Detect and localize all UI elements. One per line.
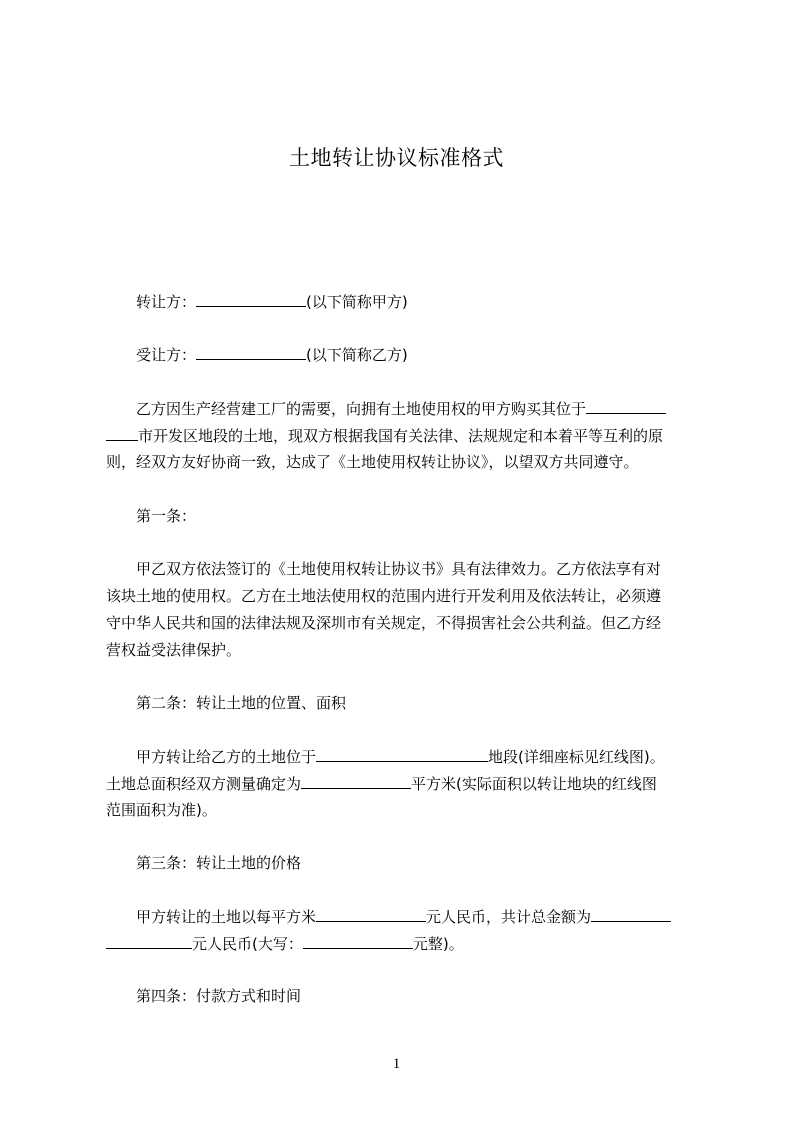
intro-line-2	[106, 425, 702, 446]
article-2-line-1	[136, 746, 732, 767]
transferor-line	[136, 291, 732, 312]
intro-line-3: 则，经双方友好协商一致，达成了《土地使用权转让协议》，以望双方共同遵守。	[106, 453, 639, 471]
article-3-text: 元人民币(大写：	[192, 935, 303, 953]
article-2-line-2	[106, 773, 702, 794]
transferee-blank	[196, 344, 306, 360]
transferee-line	[136, 344, 732, 365]
article-3-line-1	[136, 906, 732, 927]
unit-price-blank	[316, 906, 426, 922]
total-amount-blank-cont	[106, 933, 192, 949]
article-1-line-1: 甲乙双方依法签订的《土地使用权转让协议书》具有法律效力。乙方依法享有对	[136, 560, 662, 578]
article-1-heading: 第一条：	[136, 507, 197, 525]
transferor-blank	[196, 291, 306, 307]
total-amount-blank	[591, 906, 671, 922]
article-1-line-4: 营权益受法律保护。	[106, 641, 242, 659]
article-2-text: 平方米(实际面积以转让地块的红线图	[411, 775, 657, 793]
location-blank-cont	[106, 425, 138, 441]
transferor-label: 转让方：	[136, 293, 197, 311]
article-2-text: 土地总面积经双方测量确定为	[106, 775, 302, 793]
article-1-line-2: 该块土地的使用权。乙方在土地法使用权的范围内进行开发利用及依法转让，必须遵	[106, 587, 662, 605]
land-area-blank	[301, 773, 411, 789]
amount-in-words-blank	[303, 933, 413, 949]
document-title: 土地转让协议标准格式	[289, 146, 504, 170]
location-blank	[586, 398, 666, 414]
article-2-text: 地段(详细座标见红线图)。	[488, 748, 665, 766]
land-location-blank	[316, 746, 488, 762]
article-1-line-3: 守中华人民共和国的法律法规及深圳市有关规定，不得损害社会公共利益。但乙方经	[106, 614, 662, 632]
article-3-line-2	[106, 933, 702, 954]
intro-text: 乙方因生产经营建工厂的需要，向拥有土地使用权的甲方购买其位于	[136, 400, 587, 418]
article-2-line-3: 范围面积为准)。	[106, 801, 217, 819]
article-2-text: 甲方转让给乙方的土地位于	[136, 748, 317, 766]
transferee-label: 受让方：	[136, 346, 197, 364]
page-number: 1	[392, 1056, 401, 1072]
article-3-text: 元整)。	[412, 935, 464, 953]
article-3-heading: 第三条：转让土地的价格	[136, 854, 302, 872]
article-4-heading: 第四条：付款方式和时间	[136, 987, 302, 1005]
article-3-text: 元人民币，共计总金额为	[426, 908, 592, 926]
intro-line-1	[136, 398, 732, 419]
article-2-heading: 第二条：转让土地的位置、面积	[136, 694, 347, 712]
article-3-text: 甲方转让的土地以每平方米	[136, 908, 317, 926]
transferor-suffix: (以下简称甲方)	[306, 293, 408, 311]
intro-text: 市开发区地段的土地，现双方根据我国有关法律、法规规定和本着平等互利的原	[138, 427, 664, 445]
transferee-suffix: (以下简称乙方)	[306, 346, 408, 364]
